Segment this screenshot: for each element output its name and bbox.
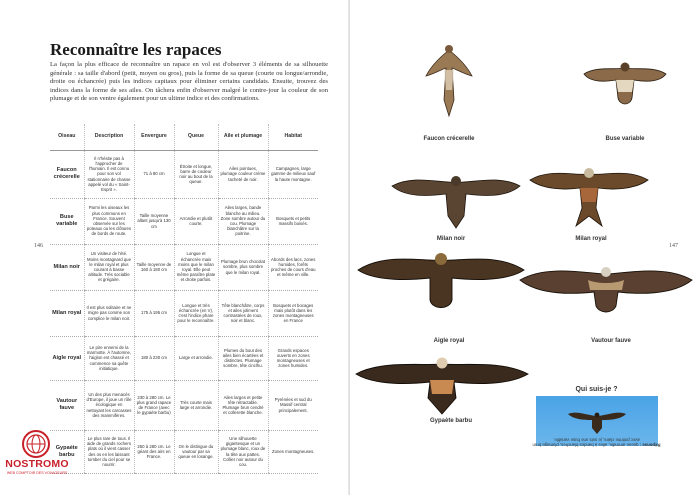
cell-description: Il n'hésite pas à l'approcher de l'humain. Il est connu pour son vol stationnaire de chasse appelé vol du « Saint-Esprit ». [84, 150, 134, 198]
logo-name: NOSTROMO [5, 458, 69, 470]
cell-envergure: 230 à 280 cm. Le plus grand rapace de France (avec le gypaète barbu) [134, 380, 174, 430]
cell-habitat: Campagnes, large gamme de milieux sauf la haute montagne. [268, 150, 318, 198]
cell-habitat: Pyrénées et sud du Massif central principalement. [268, 380, 318, 430]
cell-oiseau: Aigle royal [50, 336, 84, 380]
table-row [50, 336, 318, 380]
cell-description: Un visiteur de l'été. Moins montagnard que le milan royal et plus courant à basse altitude. Très sociable et grégaire. [84, 244, 134, 290]
col-queue: Queue [174, 124, 218, 150]
table-row [50, 198, 318, 244]
cell-envergure: 180 à 230 cm [134, 336, 174, 380]
cell-aile: Une silhouette gigantesque et un plumage blanc, roux de la tête aux pattes. Collier noir autour du cou. [218, 430, 268, 473]
cell-description: Il est plus solitaire et ne migre pas comme son complice le milan noir. [84, 290, 134, 336]
bird-label-gypaete: Gypaète barbu [429, 418, 472, 424]
cell-oiseau: Faucon crécerelle [50, 150, 84, 198]
bird-label-buse: Buse variable [605, 136, 645, 142]
table-row [50, 150, 318, 198]
cell-habitat: Bosquets et bocages mais plutôt dans les zones montagneuses en France [268, 290, 318, 336]
buse-variable-illustration [582, 52, 668, 118]
bird-label-aigle: Aigle royal [433, 338, 465, 344]
col-oiseau: Oiseau [50, 124, 84, 150]
cell-habitat: Grands espaces ouverts en zones montagneuses et zones humides. [268, 336, 318, 380]
cell-oiseau: Buse variable [50, 198, 84, 244]
cell-queue: Longue et très échancrée (en V), c'est l'indice phare pour le reconnaître. [174, 290, 218, 336]
cell-description: Le pire ennemi de la marmotte. À l'automne, l'aiglon est chassé et commence sa quête initiatique. [84, 336, 134, 380]
cell-description: Parmi les oiseaux les plus communs en France. Souvent observée sur les poteaux ou les clôtures de bords de route. [84, 198, 134, 244]
cell-aile: Tête blanchâtre, corps et ailes joliment contrastées de roux, noir et blanc. [218, 290, 268, 336]
quiz-answer [530, 437, 663, 447]
cell-habitat: Abords des lacs, zones humides, forêts proches de cours d'eau et même en ville. [268, 244, 318, 290]
cell-queue: Large et arrondie. [174, 336, 218, 380]
nostromo-logo [4, 430, 70, 492]
gypaete-barbu-illustration [354, 350, 530, 418]
quiz-answer-label: Réponse : [639, 442, 661, 448]
cell-oiseau: Milan noir [50, 244, 84, 290]
cell-queue: Très courte mais large et arrondie. [174, 380, 218, 430]
globe-icon [22, 430, 50, 458]
table-row [50, 244, 318, 290]
cell-envergure: 250 à 280 cm. Le géant des airs en France. [134, 430, 174, 473]
cell-aile: Ailes larges, bande blanche au milieu. Zone sombre autour du cou. Plumage blanchâtre sur la poitrine. [218, 198, 268, 244]
cell-aile: Ailes larges et petite tête rétractable. Plumage brun cendré et collerette blanche. [218, 380, 268, 430]
aigle-royal-illustration [356, 244, 526, 316]
cell-habitat: Bosquets et petits massifs boisés. [268, 198, 318, 244]
table-row [50, 380, 318, 430]
table-header-row [50, 124, 318, 150]
col-description: Description [84, 124, 134, 150]
col-aile: Aile et plumage [218, 124, 268, 150]
cell-envergure: Taille moyenne allant jusqu'à 130 cm [134, 198, 174, 244]
bird-label-milan-noir: Milan noir [436, 236, 466, 242]
milan-noir-illustration [390, 164, 522, 232]
bird-label-vautour: Vautour fauve [591, 338, 631, 344]
quiz-answer-text: queue arrondie, ailes à bandes blanches, plumage brun avec poitrine claire, je suis une buse variable. [532, 437, 640, 448]
bird-label-milan-royal: Milan royal [575, 236, 607, 242]
milan-royal-illustration [528, 156, 650, 230]
page-number-right: 147 [669, 243, 678, 249]
col-envergure: Envergure [134, 124, 174, 150]
page-title: Reconnaître les rapaces [50, 40, 222, 59]
quiz-title: Qui suis-je ? [575, 386, 618, 393]
cell-description: Un des plus menacés d'Europe, il joue un rôle écologique en nettoyant les carcasses des mammifères. [84, 380, 134, 430]
rapaces-table [50, 124, 318, 474]
page-number-left: 146 [34, 243, 43, 249]
table-row [50, 290, 318, 336]
bird-label-faucon: Faucon crécerelle [423, 136, 475, 142]
cell-queue: On le distingue du vautour par sa queue en losange. [174, 430, 218, 473]
cell-habitat: Zones montagneuses. [268, 430, 318, 473]
col-habitat: Habitat [268, 124, 318, 150]
cell-description: Le plus rare de tous. Il aide de grands rochers plats où il vient casser des os en les laissant tomber du ciel pour se nourrir. [84, 430, 134, 473]
vautour-fauve-illustration [518, 254, 694, 324]
cell-queue: Arrondie et plutôt courte. [174, 198, 218, 244]
cell-aile: Plumes du bout des ailes bien écartées et distinctes. Plumage sombre, tête cinclhu. [218, 336, 268, 380]
cell-envergure: 175 à 195 cm [134, 290, 174, 336]
faucon-crecerelle-illustration [424, 40, 474, 118]
table-row [50, 430, 318, 473]
cell-oiseau: Vautour fauve [50, 380, 84, 430]
cell-aile: Plumage brun chocolat sombre, plus sombre que le milan royal. [218, 244, 268, 290]
logo-tagline: WEB COMPTOIR DES VOYAGEURS [6, 471, 68, 475]
cell-oiseau: Gypaète barbu [50, 430, 84, 473]
cell-oiseau: Milan royal [50, 290, 84, 336]
cell-envergure: 71 à 80 cm [134, 150, 174, 198]
cell-aile: Ailes pointues, plumage couleur crème tacheté de noir. [218, 150, 268, 198]
intro-paragraph: La façon la plus efficace de reconnaître un rapace en vol est d'observer 3 éléments de sa silhouette générale : sa taille d'abord (petit, moyen ou gros), puis la forme de sa queue (courte ou longue/arrondie, droite ou échancrée) puis les indices capitaux pour éliminer certains candidats. Ensuite, trouvez des indices dans la forme de ses ailes. On tâchera enfin d'observer malgré le contre-jour la couleur de son plumage et de son ventre également pour un ultime indice et des confirmations. [50, 61, 328, 103]
cell-queue: Longue et échancrée mais moins que le milan royal. Elle peut même paraître plate et droite parfois. [174, 244, 218, 290]
cell-envergure: Taille moyenne de 160 à 180 cm [134, 244, 174, 290]
cell-queue: Étroite et longue, barre de couleur noir au bout de la queue. [174, 150, 218, 198]
